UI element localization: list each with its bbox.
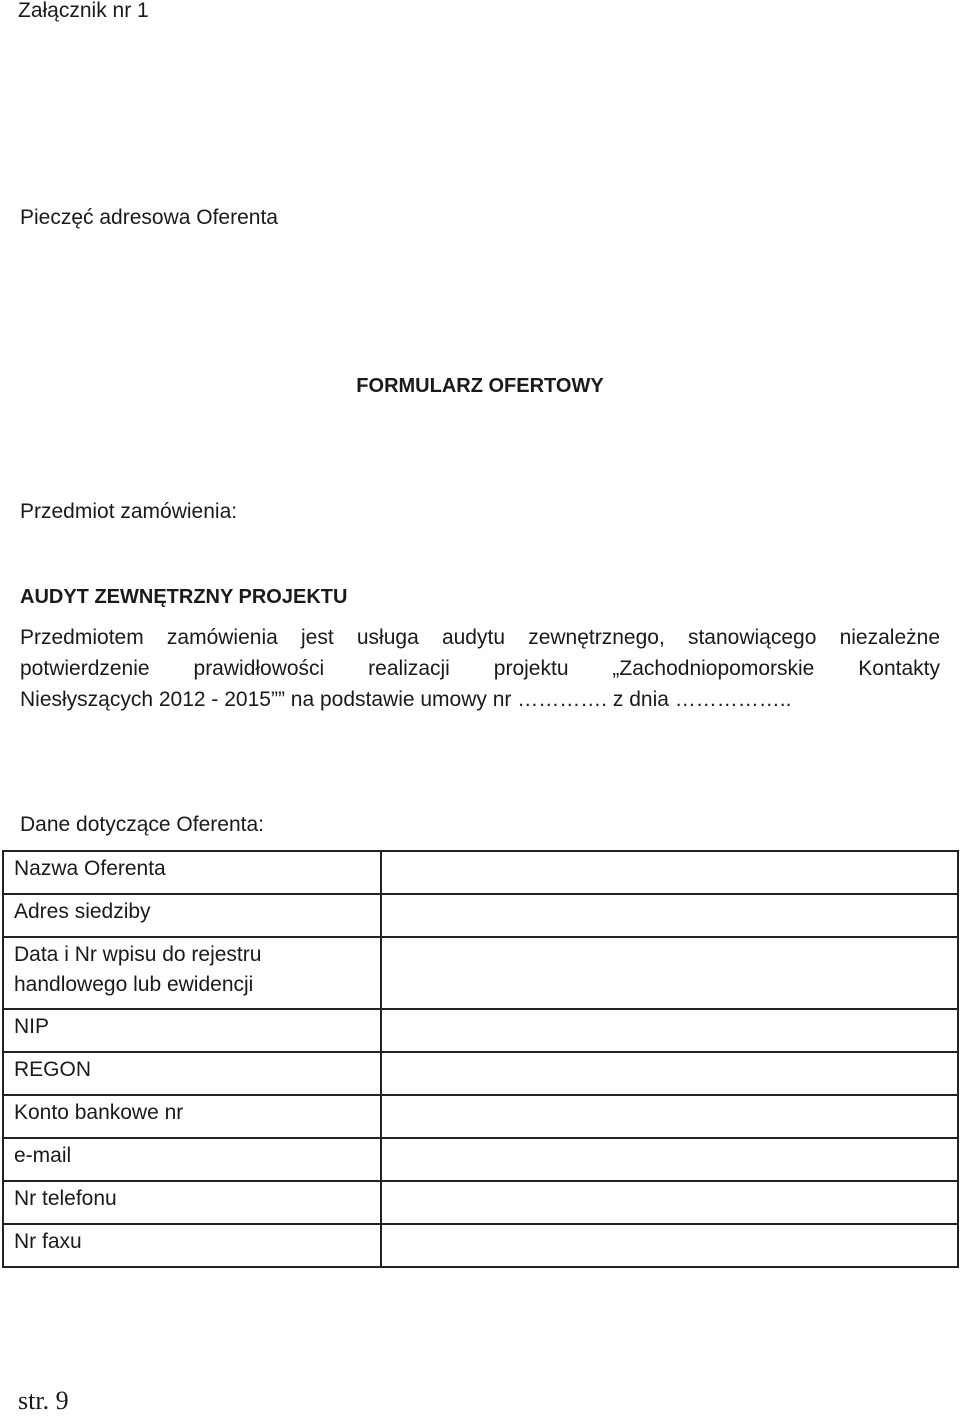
row-label-name: Nazwa Oferenta bbox=[3, 851, 381, 894]
subject-label: Przedmiot zamówienia: bbox=[20, 500, 238, 523]
row-label-email: e-mail bbox=[3, 1138, 381, 1181]
subject-description bbox=[20, 622, 940, 715]
value-cell-fax[interactable] bbox=[381, 1224, 958, 1267]
value-cell-address[interactable] bbox=[381, 894, 958, 937]
value-cell-email[interactable] bbox=[381, 1138, 958, 1181]
value-cell-regon[interactable] bbox=[381, 1052, 958, 1095]
document-title: FORMULARZ OFERTOWY bbox=[356, 375, 604, 397]
offeror-data-table bbox=[2, 850, 959, 1268]
table-row bbox=[3, 851, 958, 894]
project-name: AUDYT ZEWNĘTRZNY PROJEKTU bbox=[20, 586, 348, 608]
table-row bbox=[3, 1224, 958, 1267]
row-label-registry: Data i Nr wpisu do rejestru handlowego lub ewidencji bbox=[3, 937, 381, 1009]
row-label-bank-account: Konto bankowe nr bbox=[3, 1095, 381, 1138]
stamp-label: Pieczęć adresowa Oferenta bbox=[20, 206, 278, 229]
table-row bbox=[3, 937, 958, 1009]
row-label-phone: Nr telefonu bbox=[3, 1181, 381, 1224]
table-row bbox=[3, 1009, 958, 1052]
value-cell-phone[interactable] bbox=[381, 1181, 958, 1224]
description-line-3: Niesłyszących 2012 - 2015”” na podstawie umowy nr …………. z dnia …………….. bbox=[20, 688, 792, 711]
description-line-2: potwierdzenie prawidłowości realizacji projektu „Zachodniopomorskie Kontakty bbox=[20, 657, 940, 680]
value-cell-bank-account[interactable] bbox=[381, 1095, 958, 1138]
value-cell-registry[interactable] bbox=[381, 937, 958, 1009]
table-row bbox=[3, 1052, 958, 1095]
value-cell-name[interactable] bbox=[381, 851, 958, 894]
value-cell-nip[interactable] bbox=[381, 1009, 958, 1052]
row-label-nip: NIP bbox=[3, 1009, 381, 1052]
row-label-regon: REGON bbox=[3, 1052, 381, 1095]
offeror-section-label: Dane dotyczące Oferenta: bbox=[20, 813, 264, 836]
description-line-1: Przedmiotem zamówienia jest usługa audytu zewnętrznego, stanowiącego niezależne bbox=[20, 626, 940, 649]
table-row bbox=[3, 1138, 958, 1181]
table-row bbox=[3, 894, 958, 937]
row-label-address: Adres siedziby bbox=[3, 894, 381, 937]
table-row bbox=[3, 1181, 958, 1224]
table-row bbox=[3, 1095, 958, 1138]
attachment-label: Załącznik nr 1 bbox=[18, 0, 149, 22]
row-label-fax: Nr faxu bbox=[3, 1224, 381, 1267]
page-number: str. 9 bbox=[18, 1386, 69, 1415]
